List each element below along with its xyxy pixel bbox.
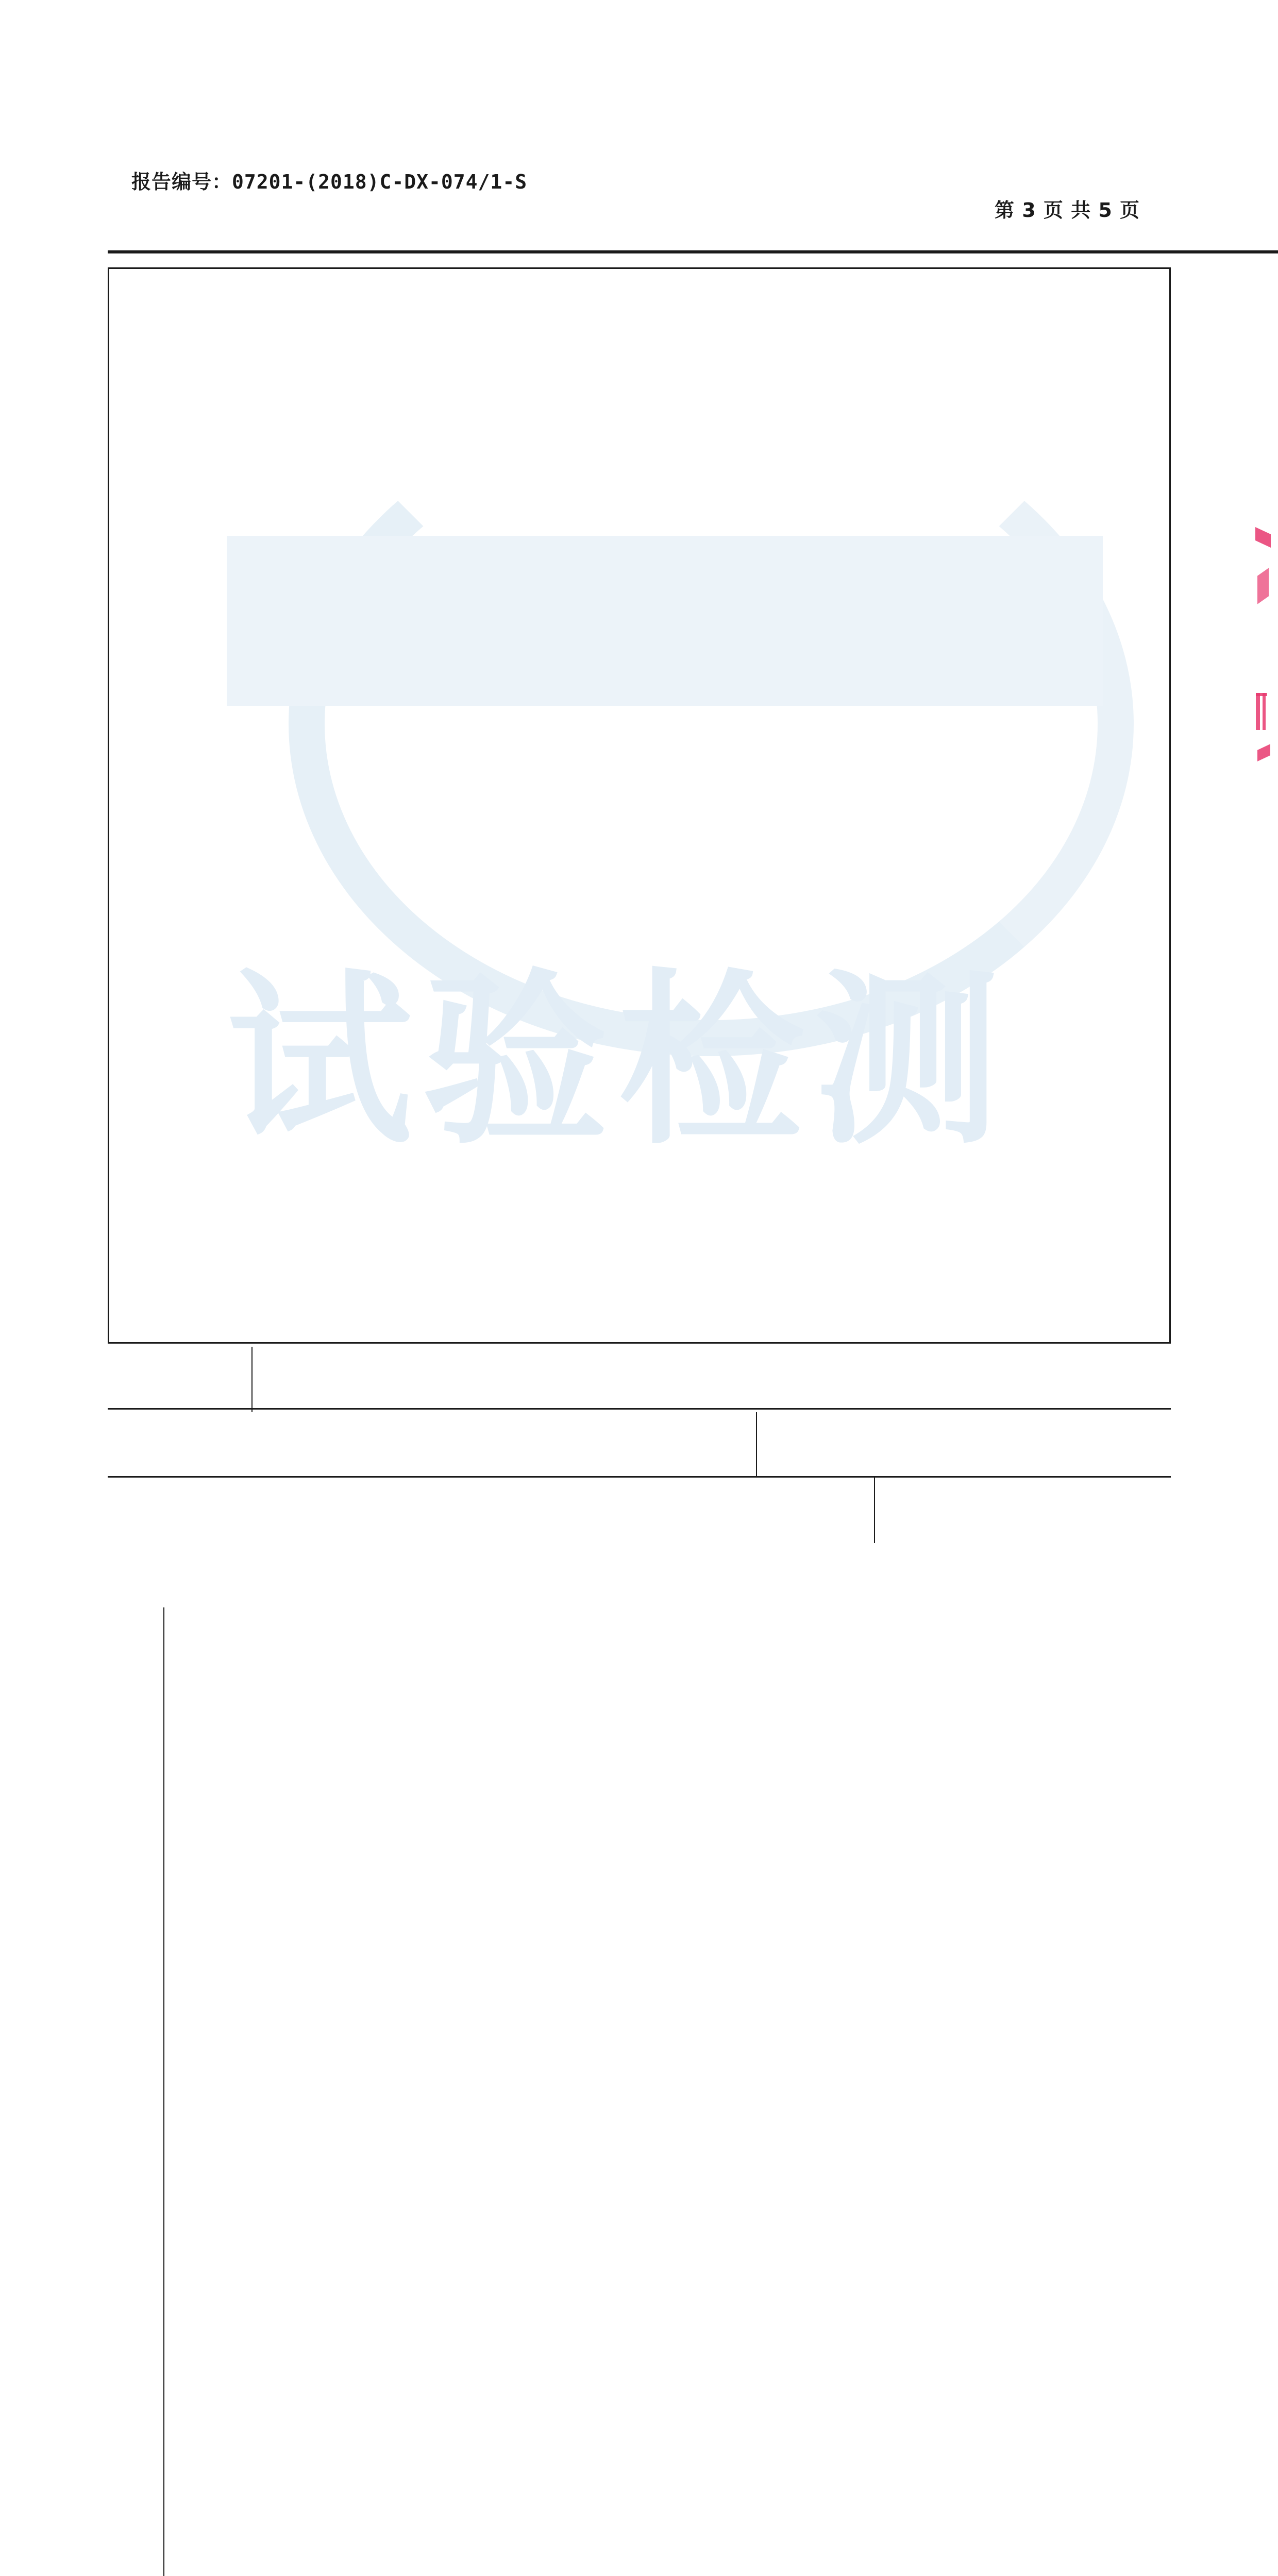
table-divider-header xyxy=(108,1476,1171,1478)
vline-model-label xyxy=(251,1347,253,1412)
results-table xyxy=(108,267,1171,1344)
report-number: 报告编号：07201-(2018)C-DX-074/1-S xyxy=(131,171,528,193)
vline-category xyxy=(163,1607,164,2576)
vline-inspno-left xyxy=(756,1412,757,1478)
page-info: 第 3 页 共 5 页 xyxy=(995,199,1140,222)
vline-inspno-right xyxy=(874,1478,875,1543)
table-divider-row1 xyxy=(108,1408,1171,1410)
header-rule xyxy=(108,250,1278,253)
watermark-text: 试验检测 xyxy=(227,953,1010,1169)
seal-fragment-icon xyxy=(1263,693,1266,730)
seal-fragment-icon xyxy=(1256,693,1260,730)
seal-fragment-icon xyxy=(1255,527,1271,548)
seal-fragment-icon xyxy=(1257,568,1269,604)
seal-fragment-icon xyxy=(1257,744,1270,761)
seal-fragment-icon xyxy=(1256,693,1267,696)
